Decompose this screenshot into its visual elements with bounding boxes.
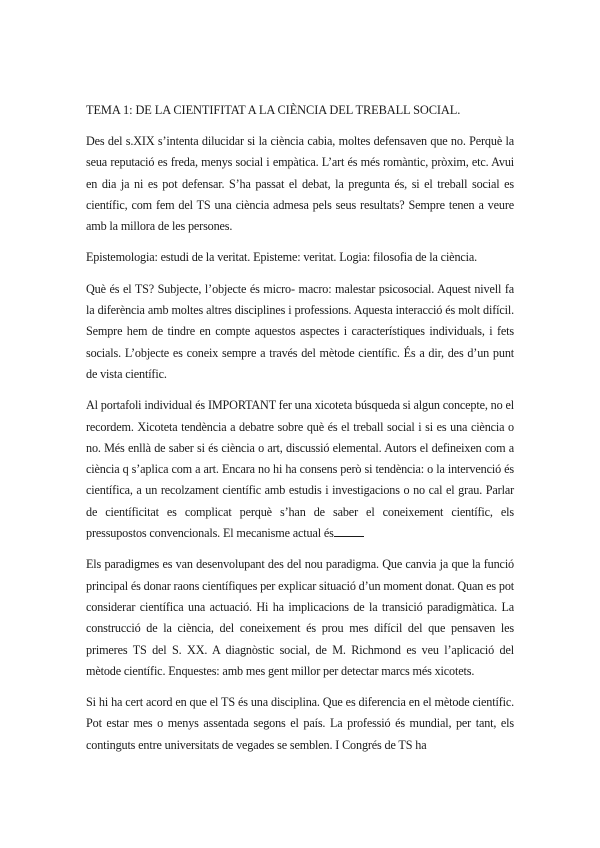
paragraph-portafoli (86, 395, 514, 544)
paragraph-intro: Des del s.XIX s’intenta dilucidar si la ciència cabia, moltes defensaven que no. Perquè la seua reputació es freda, menys social i empàtica. L’art és més romàntic, pròxim, etc. Avui en dia ja ni es pot defensar. S’ha passat el debat, la pregunta és, si el treball social es científic, com fem del TS una ciència admesa pels seus resultats? Sempre tenen a veure amb la millora de les persones. (86, 134, 514, 234)
document-title: TEMA 1: DE LA CIENTIFITAT A LA CIÈNCIA DEL TREBALL SOCIAL. (86, 103, 461, 117)
fill-in-blank (334, 526, 364, 537)
paragraph-paradigmes: Els paradigmes es van desenvolupant des del nou paradigma. Que canvia ja que la funció principal és donar raons científiques per explicar situació d’un moment donat. Quan es pot considerar científica una actuació. Hi ha implicacions de la transició paradigmàtica. La construcció de la ciència, del coneixement és prou mes difícil del que pensaven les primeres TS del S. XX. A diagnòstic social, de M. Richmond es veu l’aplicació del mètode científic. Enquestes: amb mes gent millor per detectar marcs més xicotets. (86, 557, 514, 678)
paragraph-epistemologia: Epistemologia: estudi de la veritat. Episteme: veritat. Logia: filosofia de la ciència. (86, 250, 478, 265)
paragraph-disciplina: Si hi ha cert acord en que el TS és una disciplina. Que es diferencia en el mètode científic. Pot estar mes o menys assentada segons el país. La professió és mundial, per tant, els continguts entre universitats de vegades se semblen. I Congrés de TS ha (86, 695, 514, 752)
paragraph-portafoli-text: Al portafoli individual és IMPORTANT fer una xicoteta búsqueda si algun concepte, no el recordem. Xicoteta tendència a debatre sobre què és el treball social i si es una ciència o no. Més enllà de saber si és ciència o art, discussió elemental. Autors el defineixen com a ciència q s’aplica com a art. Encara no hi ha consens però si tendència: o la intervenció és científica, a un recolzament científic amb estudis i investigacions o no cal el grau. Parlar de científicitat es complicat perquè s’han de saber el coneixement científic, els pressupostos convencionals. El mecanisme actual és (86, 398, 514, 541)
document-page (86, 102, 514, 766)
paragraph-que-es-ts: Què és el TS? Subjecte, l’objecte és micro- macro: malestar psicosocial. Aquest nivell fa la diferència amb moltes altres disciplines i professions. Aquesta interacció és molt difícil. Sempre hem de tindre en compte aquestos aspectes i característiques individuals, i fets socials. L’objecte es coneix sempre a través del mètode científic. És a dir, des d’un punt de vista científic. (86, 281, 514, 381)
